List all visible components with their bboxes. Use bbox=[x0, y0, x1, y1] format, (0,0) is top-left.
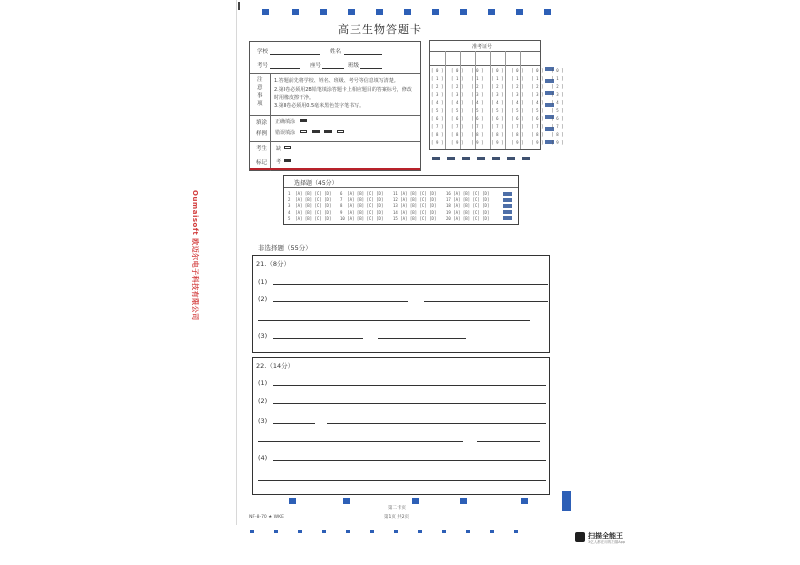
mcq-q7[interactable]: 7 [A] [B] [C] [D] bbox=[340, 197, 384, 203]
timing-mark bbox=[503, 198, 512, 202]
page-title: 高三生物答题卡 bbox=[338, 23, 422, 36]
exam-number-row[interactable]: [9] [9] [9] [9] [9] [9] [9] bbox=[431, 140, 567, 145]
seat-field[interactable] bbox=[322, 68, 344, 69]
school-label: 学校 bbox=[257, 49, 269, 55]
wrong-fill-sample bbox=[300, 130, 307, 133]
timing-mark bbox=[343, 498, 350, 504]
divider bbox=[430, 51, 540, 52]
timing-mark bbox=[466, 530, 470, 533]
timing-mark bbox=[447, 157, 455, 160]
mcq-q3[interactable]: 3 [A] [B] [C] [D] bbox=[288, 203, 332, 209]
timing-mark bbox=[370, 530, 374, 533]
timing-mark bbox=[503, 204, 512, 208]
q21-part1-label: (1) bbox=[258, 278, 268, 286]
q22-answer-line-3d[interactable] bbox=[477, 441, 540, 442]
mcq-q11[interactable]: 11 [A] [B] [C] [D] bbox=[393, 191, 437, 196]
mcq-col-3[interactable] bbox=[393, 191, 436, 222]
q22-part1-label: (1) bbox=[258, 379, 268, 387]
mcq-col-2[interactable] bbox=[340, 191, 383, 222]
mcq-q19[interactable]: 19 [A] [B] [C] [D] bbox=[446, 209, 490, 215]
wrong-fill-sample bbox=[337, 130, 344, 133]
q22-answer-line-3c[interactable] bbox=[258, 441, 463, 442]
timing-mark bbox=[418, 530, 422, 533]
correct-fill-label: 正确填涂 bbox=[275, 119, 296, 125]
example-label: 样例 bbox=[256, 131, 268, 137]
mcq-col-4[interactable] bbox=[446, 191, 489, 222]
seat-label: 座号 bbox=[310, 63, 322, 69]
q21-part3-label: (3) bbox=[258, 332, 268, 340]
mcq-q20[interactable]: 20 [A] [B] [C] [D] bbox=[446, 215, 490, 221]
scanner-logo-name: 扫描全能王 bbox=[588, 532, 623, 540]
exam-no-label: 考号 bbox=[257, 63, 269, 69]
q22-part2-label: (2) bbox=[258, 397, 268, 405]
timing-mark bbox=[490, 530, 494, 533]
mcq-q15[interactable]: 15 [A] [B] [C] [D] bbox=[393, 215, 437, 221]
timing-mark bbox=[516, 9, 523, 15]
q22-answer-line-4b[interactable] bbox=[258, 480, 546, 481]
timing-mark bbox=[507, 157, 515, 160]
timing-mark bbox=[250, 530, 254, 533]
divider bbox=[250, 115, 420, 116]
q22-label: 22.（14分） bbox=[256, 362, 295, 370]
timing-mark bbox=[514, 530, 518, 533]
name-label: 姓名 bbox=[330, 49, 342, 55]
q21-answer-line-2c[interactable] bbox=[258, 320, 530, 321]
mcq-q18[interactable]: 18 [A] [B] [C] [D] bbox=[446, 203, 490, 209]
timing-mark bbox=[274, 530, 278, 533]
scanner-logo-icon bbox=[575, 532, 585, 542]
exam-number-row[interactable]: [3] [3] [3] [3] [3] [3] [3] bbox=[431, 92, 567, 97]
timing-mark bbox=[503, 216, 512, 220]
timing-mark bbox=[432, 157, 440, 160]
note-4: 3.第Ⅱ卷必须用0.5毫米黑色签字笔书写。 bbox=[274, 103, 365, 109]
mark-box bbox=[284, 159, 291, 162]
timing-mark bbox=[346, 530, 350, 533]
footer-page-top: 第二卡页 bbox=[388, 506, 406, 511]
divider bbox=[430, 65, 540, 66]
exam-no-field[interactable] bbox=[270, 68, 300, 69]
timing-mark bbox=[460, 9, 467, 15]
q21-answer-line-1[interactable] bbox=[273, 284, 548, 285]
non-mcq-title: 非选择题（55分） bbox=[258, 244, 312, 252]
timing-mark bbox=[442, 530, 446, 533]
exam-number-row[interactable]: [5] [5] [5] [5] [5] [5] [5] bbox=[431, 108, 567, 113]
mcq-q12[interactable]: 12 [A] [B] [C] [D] bbox=[393, 197, 437, 203]
class-field[interactable] bbox=[360, 68, 382, 69]
footer-page-bottom: 第1页 共2页 bbox=[384, 515, 410, 520]
scanner-logo-sub: 3亿人都在用的扫描App bbox=[588, 540, 626, 544]
timing-mark bbox=[521, 498, 528, 504]
divider bbox=[250, 141, 420, 142]
absent-sub: 缺 bbox=[276, 146, 282, 152]
timing-mark bbox=[492, 157, 500, 160]
q21-label: 21.（8分） bbox=[256, 260, 290, 268]
q21-answer-line-2b[interactable] bbox=[424, 301, 548, 302]
school-field[interactable] bbox=[270, 54, 320, 55]
timing-mark bbox=[289, 498, 296, 504]
name-field[interactable] bbox=[344, 54, 382, 55]
note-1: 1.答题前先将学校、姓名、班级、考号等信息填写清楚。 bbox=[274, 78, 399, 84]
note-3: 时用橡皮擦干净。 bbox=[274, 95, 315, 101]
exam-number-row[interactable]: [6] [6] [6] [6] [6] [6] [6] bbox=[431, 116, 567, 121]
timing-mark bbox=[462, 157, 470, 160]
absent-mark-label: 标记 bbox=[256, 160, 268, 166]
timing-mark bbox=[322, 530, 326, 533]
exam-number-row[interactable]: [1] [1] [1] [1] [1] [1] [1] bbox=[431, 76, 567, 81]
timing-mark bbox=[376, 9, 383, 15]
exam-number-row[interactable]: [0] [0] [0] [0] [0] [0] [0] bbox=[431, 68, 567, 73]
timing-mark bbox=[412, 498, 419, 504]
note-2: 2.第Ⅰ卷必须用2B铅笔填涂答题卡上相应题目的答案标号，修改 bbox=[274, 87, 412, 93]
timing-mark bbox=[432, 9, 439, 15]
timing-mark bbox=[262, 9, 269, 15]
exam-number-title: 准考证号 bbox=[472, 44, 493, 50]
timing-mark bbox=[348, 9, 355, 15]
q22-answer-line-2[interactable] bbox=[273, 403, 546, 404]
mcq-q4[interactable]: 4 [A] [B] [C] [D] bbox=[288, 209, 332, 215]
mcq-q8[interactable]: 8 [A] [B] [C] [D] bbox=[340, 203, 384, 209]
mcq-q5[interactable]: 5 [A] [B] [C] [D] bbox=[288, 215, 332, 221]
mcq-q1[interactable]: 1 [A] [B] [C] [D] bbox=[288, 191, 332, 196]
mark-sub: 考 bbox=[276, 159, 282, 165]
page-edge bbox=[236, 0, 237, 525]
class-label: 班级 bbox=[348, 63, 360, 69]
divider bbox=[270, 141, 271, 171]
divider bbox=[284, 187, 518, 188]
mcq-q9[interactable]: 9 [A] [B] [C] [D] bbox=[340, 209, 384, 215]
timing-mark bbox=[298, 530, 302, 533]
timing-mark bbox=[503, 210, 512, 214]
q21-answer-line-3b[interactable] bbox=[378, 338, 466, 339]
timing-mark bbox=[292, 9, 299, 15]
mcq-q17[interactable]: 17 [A] [B] [C] [D] bbox=[446, 197, 490, 203]
q21-answer-line-3a[interactable] bbox=[273, 338, 363, 339]
timing-mark bbox=[460, 498, 467, 504]
q21-answer-line-2a[interactable] bbox=[273, 301, 408, 302]
timing-mark bbox=[488, 9, 495, 15]
timing-mark bbox=[320, 9, 327, 15]
q22-box bbox=[252, 357, 550, 495]
exam-number-row[interactable]: [2] [2] [2] [2] [2] [2] [2] bbox=[431, 84, 567, 89]
mcq-q14[interactable]: 14 [A] [B] [C] [D] bbox=[393, 209, 437, 215]
q22-answer-line-1[interactable] bbox=[273, 385, 546, 386]
divider bbox=[250, 73, 420, 74]
timing-mark bbox=[503, 192, 512, 196]
absent-box[interactable] bbox=[284, 146, 291, 149]
wrong-fill-label: 错误填涂 bbox=[275, 130, 296, 136]
wrong-fill-sample bbox=[312, 130, 320, 133]
mcq-q6[interactable]: 6 [A] [B] [C] [D] bbox=[340, 191, 384, 196]
timing-mark bbox=[522, 157, 530, 160]
q22-answer-line-3b[interactable] bbox=[327, 423, 546, 424]
q22-answer-line-4a[interactable] bbox=[273, 460, 546, 461]
q22-part4-label: (4) bbox=[258, 454, 268, 462]
timing-mark bbox=[544, 9, 551, 15]
exam-number-row[interactable]: [7] [7] [7] [7] [7] [7] [7] bbox=[431, 124, 567, 129]
mcq-q10[interactable]: 10 [A] [B] [C] [D] bbox=[340, 215, 384, 221]
footer-code: NF-8-70 ★ WKE bbox=[249, 515, 284, 520]
vendor-watermark: Oumaisoft 欧迈尔电子科技有限公司 bbox=[191, 190, 199, 321]
red-divider bbox=[250, 168, 420, 170]
divider bbox=[270, 115, 271, 141]
mcq-q13[interactable]: 13 [A] [B] [C] [D] bbox=[393, 203, 437, 209]
mcq-q2[interactable]: 2 [A] [B] [C] [D] bbox=[288, 197, 332, 203]
fill-label: 填涂 bbox=[256, 120, 268, 126]
exam-number-row[interactable]: [8] [8] [8] [8] [8] [8] [8] bbox=[431, 132, 567, 137]
mcq-col-1[interactable] bbox=[288, 191, 331, 222]
q22-part3-label: (3) bbox=[258, 417, 268, 425]
examinee-label: 考生 bbox=[256, 146, 268, 152]
exam-number-row[interactable]: [4] [4] [4] [4] [4] [4] [4] bbox=[431, 100, 567, 105]
notes-title: 注意事项 bbox=[257, 77, 263, 107]
corner-mark bbox=[238, 2, 240, 10]
q21-part2-label: (2) bbox=[258, 295, 268, 303]
timing-mark bbox=[404, 9, 411, 15]
divider bbox=[270, 73, 271, 115]
wrong-fill-sample bbox=[324, 130, 332, 133]
timing-mark bbox=[477, 157, 485, 160]
correct-fill-sample bbox=[300, 119, 307, 122]
timing-mark bbox=[394, 530, 398, 533]
q22-answer-line-3a[interactable] bbox=[273, 423, 315, 424]
mcq-title: 选择题（45分） bbox=[294, 180, 338, 187]
mcq-q16[interactable]: 16 [A] [B] [C] [D] bbox=[446, 191, 490, 196]
timing-block bbox=[562, 491, 571, 511]
